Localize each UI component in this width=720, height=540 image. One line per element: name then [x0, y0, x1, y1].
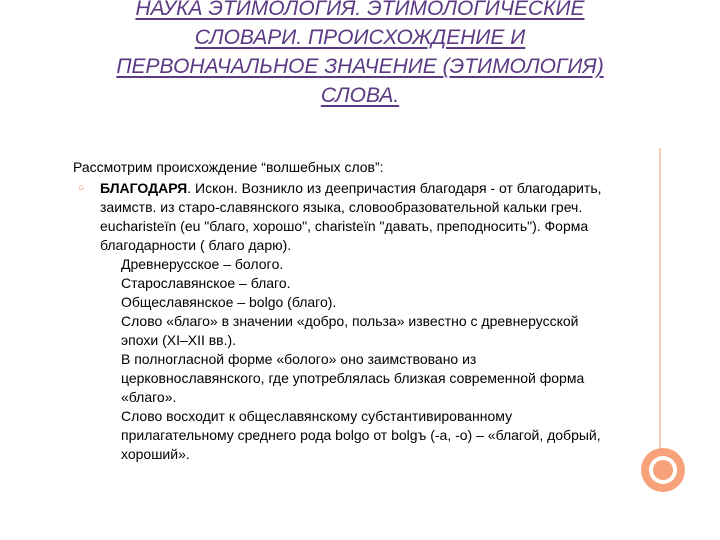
detail-item — [121, 293, 673, 312]
bullet-text: eucharisteïn (eu "благо, хорошо", charisteïn "давать, преподносить"). Форма — [100, 218, 589, 234]
detail-list — [121, 255, 673, 464]
detail-item — [121, 274, 673, 293]
bullet-text: благодарности ( благо дарю). — [100, 237, 292, 253]
detail-text: Древнерусское – бологo. — [121, 256, 284, 272]
slide-body — [73, 158, 673, 464]
detail-item — [121, 407, 673, 464]
title-line: СЛОВАРИ. ПРОИСХОЖДЕНИЕ И — [194, 26, 526, 49]
bullet-text: заимств. из старо-славянского языка, словообразовательной кальки греч. — [100, 199, 583, 215]
head-word: БЛАГОДАРЯ — [100, 180, 188, 196]
bullet-text: . Искон. Возникло из деепричастия благодаря - от благодарить, — [187, 180, 602, 196]
detail-text: Старославянское – благо. — [121, 275, 291, 291]
detail-item — [121, 312, 673, 350]
detail-text: Слово восходит к общеславянскому субстантивированному — [121, 408, 513, 424]
detail-text: Слово «благо» в значении «добро, польза» известно с древнерусской — [121, 313, 579, 329]
detail-text: прилагательному среднего рода bolgo от bolgъ (-a, -o) – «благой, добрый, — [121, 427, 601, 443]
slide-title — [20, 0, 700, 110]
title-line: ПЕРВОНАЧАЛЬНОЕ ЗНАЧЕНИЕ (ЭТИМОЛОГИЯ) — [116, 55, 604, 78]
detail-text: церковнославянского, где употреблялась близкая современной форма — [121, 370, 585, 386]
circle-bullet-icon: ○ — [78, 182, 85, 194]
detail-text: В полногласной форме «бологo» оно заимствовано из — [121, 351, 477, 367]
title-line: НАУКА ЭТИМОЛОГИЯ. ЭТИМОЛОГИЧЕСКИЕ — [135, 0, 585, 20]
detail-item — [121, 350, 673, 407]
detail-text: эпохи (XI–XII вв.). — [121, 332, 237, 348]
detail-item — [121, 255, 673, 274]
detail-text: хороший». — [121, 446, 190, 462]
list-item — [73, 179, 673, 255]
bullet-first-line — [100, 179, 673, 198]
intro-line: Рассмотрим происхождение “волшебных слов”: — [73, 159, 384, 175]
detail-text: «благо». — [121, 389, 177, 405]
detail-text: Общеславянское – bolgo (благо). — [121, 294, 337, 310]
title-line: СЛОВА. — [320, 84, 400, 107]
